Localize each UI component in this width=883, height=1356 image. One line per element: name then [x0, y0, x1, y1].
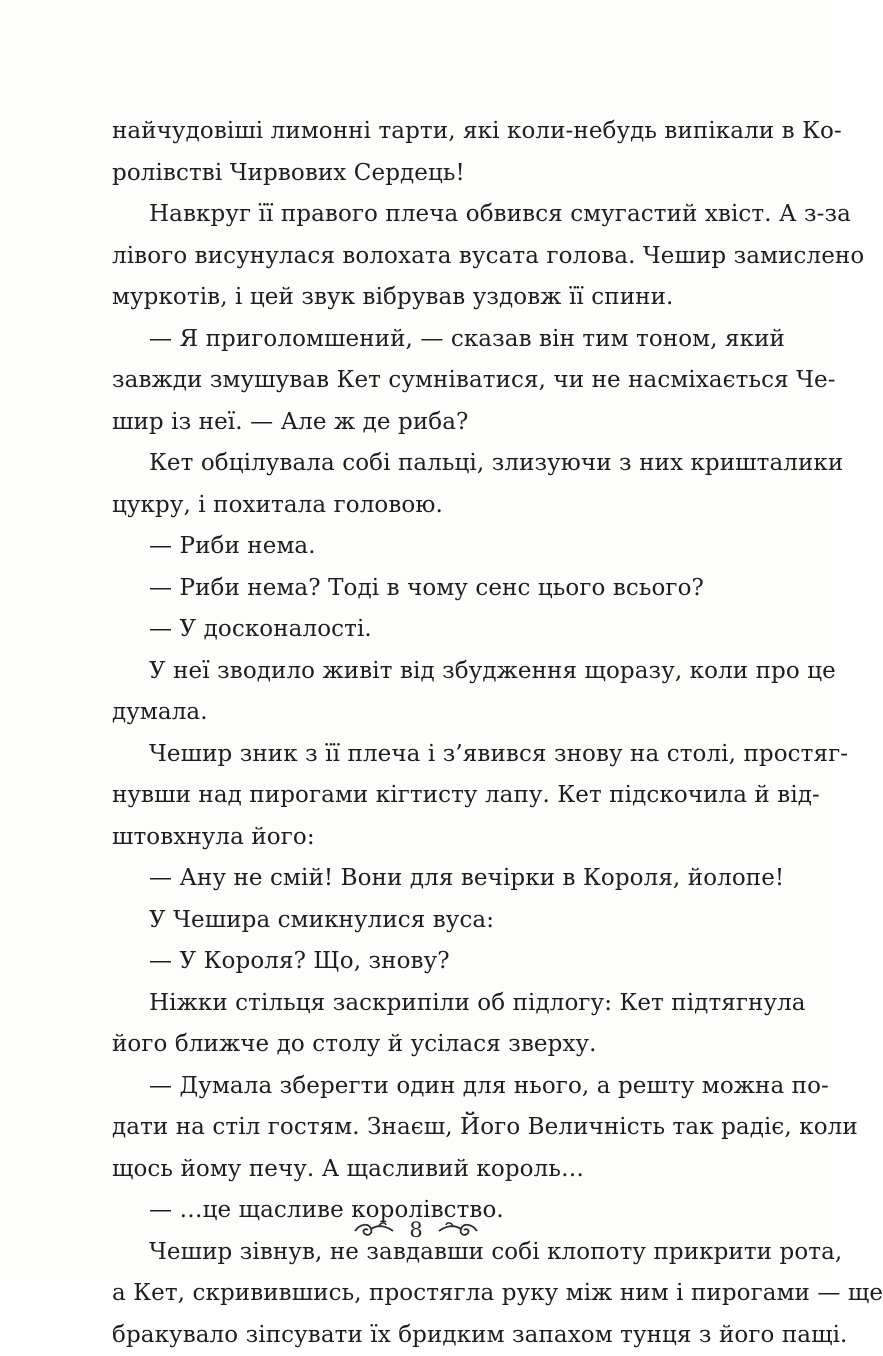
text-line: — Риби нема.	[112, 526, 784, 568]
text-line: щось йому печу. А щасливий король…	[112, 1149, 784, 1191]
text-line: думала.	[112, 692, 784, 734]
text-line: а Кет, скривившись, простягла руку між ним і пирогами — ще	[112, 1273, 784, 1315]
text-line: — Думала зберегти один для нього, а решту можна по-	[112, 1066, 784, 1108]
text-line: У неї зводило живіт від збудження щоразу, коли про це	[112, 651, 784, 693]
text-line: цукру, і похитала головою.	[112, 485, 784, 527]
text-line: ролівстві Чирвових Сердець!	[112, 153, 784, 195]
left-flourish-icon	[353, 1219, 395, 1241]
text-line: Кет обцілувала собі пальці, злизуючи з них кришталики	[112, 443, 784, 485]
text-line: шир із неї. — Але ж де риба?	[112, 402, 784, 444]
text-line: У Чешира смикнулися вуса:	[112, 900, 784, 942]
text-line: Навкруг її правого плеча обвився смугастий хвіст. А з-за	[112, 194, 784, 236]
page-footer	[0, 1212, 832, 1248]
text-line: — Я приголомшений, — сказав він тим тоном, який	[112, 319, 784, 361]
body-text	[112, 111, 784, 1356]
text-line: дати на стіл гостям. Знаєш, Його Величність так радіє, коли	[112, 1107, 784, 1149]
text-line: штовхнула його:	[112, 817, 784, 859]
text-line: бракувало зіпсувати їх бридким запахом тунця з його пащі.	[112, 1315, 784, 1356]
text-line: його ближче до столу й усілася зверху.	[112, 1024, 784, 1066]
text-line: — У Короля? Що, знову?	[112, 941, 784, 983]
text-line: — Риби нема? Тоді в чому сенс цього всього?	[112, 568, 784, 610]
text-line: — …це щасливе королівство.	[112, 1190, 784, 1232]
text-line: — У досконалості.	[112, 609, 784, 651]
text-line: Чешир зник з її плеча і з’явився знову на столі, простяг-	[112, 734, 784, 776]
text-line: Чешир зівнув, не завдавши собі клопоту прикрити рота,	[112, 1232, 784, 1274]
page-number: 8	[409, 1218, 422, 1242]
text-line: завжди змушував Кет сумніватися, чи не насміхається Че-	[112, 360, 784, 402]
text-line: лівого висунулася волохата вусата голова. Чешир замислено	[112, 236, 784, 278]
text-line: Ніжки стільця заскрипіли об підлогу: Кет підтягнула	[112, 983, 784, 1025]
text-line: нувши над пирогами кігтисту лапу. Кет підскочила й від-	[112, 775, 784, 817]
text-line: — Ану не смій! Вони для вечірки в Короля, йолопе!	[112, 858, 784, 900]
right-flourish-icon	[437, 1219, 479, 1241]
text-line: муркотів, і цей звук вібрував уздовж її спини.	[112, 277, 784, 319]
text-line: найчудовіші лимонні тарти, які коли-небудь випікали в Ко-	[112, 111, 784, 153]
